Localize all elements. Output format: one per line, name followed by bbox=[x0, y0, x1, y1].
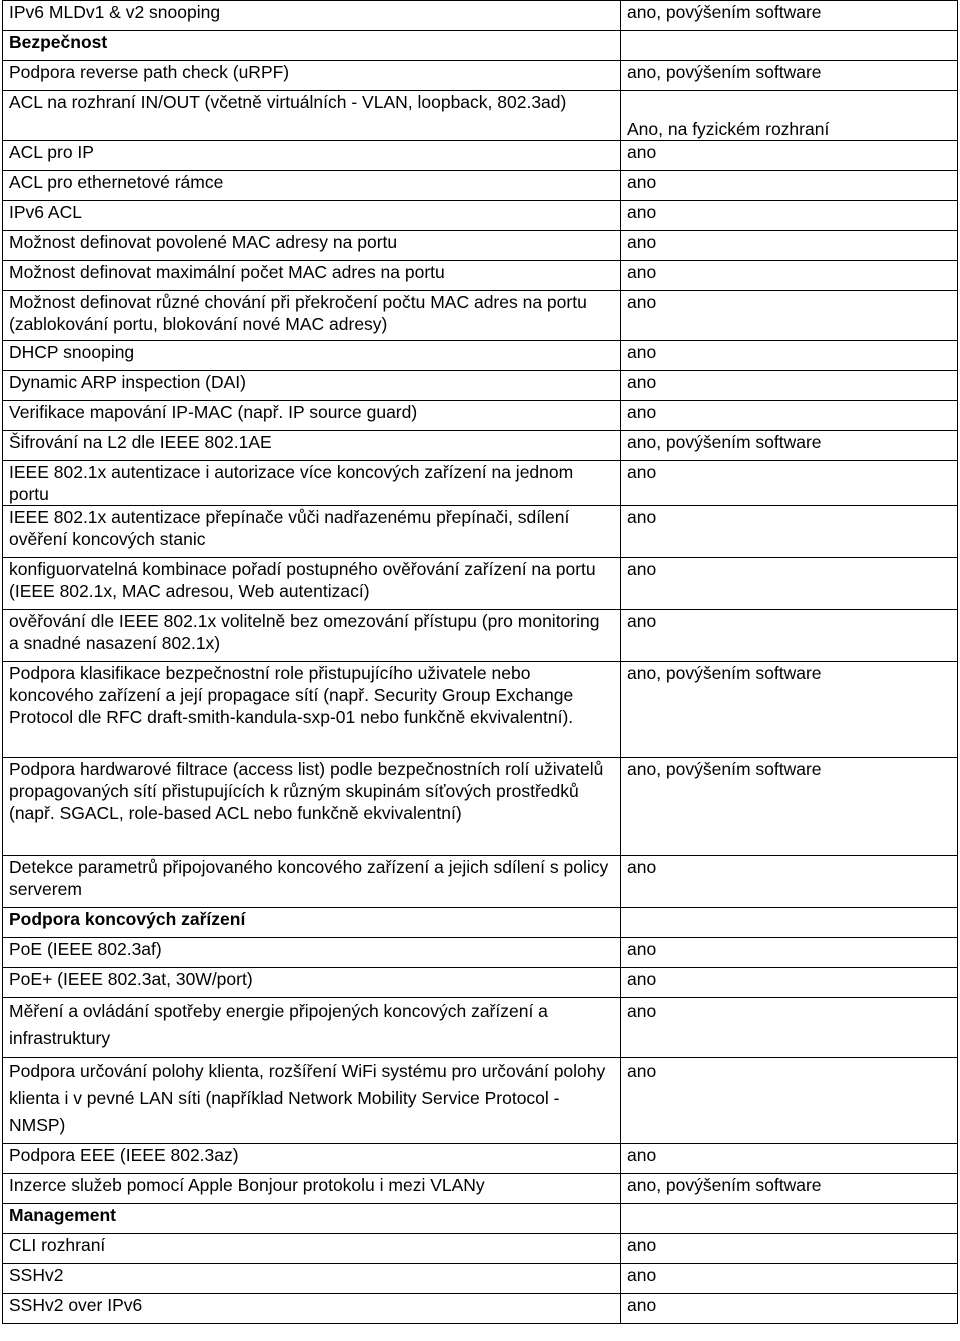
feature-label: ověřování dle IEEE 802.1x volitelně bez omezování přístupu (pro monitoring a snadné nasazení 802.1x) bbox=[3, 610, 621, 662]
table-row bbox=[3, 1058, 958, 1144]
feature-label: Možnost definovat maximální počet MAC adres na portu bbox=[3, 261, 621, 291]
table-row bbox=[3, 1144, 958, 1174]
support-value: ano bbox=[621, 1058, 958, 1144]
table-row bbox=[3, 1, 958, 31]
support-value: ano bbox=[621, 998, 958, 1058]
table-row bbox=[3, 856, 958, 908]
support-value bbox=[621, 908, 958, 938]
support-value: ano bbox=[621, 461, 958, 506]
support-value: ano bbox=[621, 141, 958, 171]
support-value: ano bbox=[621, 1264, 958, 1294]
support-value: ano bbox=[621, 1294, 958, 1324]
table-row bbox=[3, 662, 958, 758]
feature-label: Dynamic ARP inspection (DAI) bbox=[3, 371, 621, 401]
table-row bbox=[3, 171, 958, 201]
feature-label: Podpora reverse path check (uRPF) bbox=[3, 61, 621, 91]
table-row bbox=[3, 558, 958, 610]
feature-label: Verifikace mapování IP-MAC (např. IP source guard) bbox=[3, 401, 621, 431]
support-value: ano bbox=[621, 401, 958, 431]
feature-label: SSHv2 bbox=[3, 1264, 621, 1294]
feature-label: DHCP snooping bbox=[3, 341, 621, 371]
support-value: ano bbox=[621, 1144, 958, 1174]
table-row bbox=[3, 610, 958, 662]
table-row bbox=[3, 341, 958, 371]
section-header-row bbox=[3, 908, 958, 938]
table-row bbox=[3, 461, 958, 506]
table-row bbox=[3, 401, 958, 431]
support-value: ano bbox=[621, 558, 958, 610]
feature-label: Podpora určování polohy klienta, rozšíření WiFi systému pro určování polohy klienta i v pevné LAN síti (například Network Mobility Service Protocol - NMSP) bbox=[3, 1058, 621, 1144]
feature-label: PoE+ (IEEE 802.3at, 30W/port) bbox=[3, 968, 621, 998]
feature-label: ACL na rozhraní IN/OUT (včetně virtuálních - VLAN, loopback, 802.3ad) bbox=[3, 91, 621, 141]
support-value: ano bbox=[621, 968, 958, 998]
feature-label: Podpora klasifikace bezpečnostní role přistupujícího uživatele nebo koncového zařízení a její propagace sítí (např. Security Group Exchange Protocol dle RFC draft-smith-kandula-sxp-01 nebo funkčně ekvivalentní). bbox=[3, 662, 621, 758]
table-row bbox=[3, 141, 958, 171]
table-row bbox=[3, 1234, 958, 1264]
feature-label: konfiguorvatelná kombinace pořadí postupného ověřování zařízení na portu (IEEE 802.1x, MAC adresou, Web autentizací) bbox=[3, 558, 621, 610]
feature-label: IEEE 802.1x autentizace přepínače vůči nadřazenému přepínači, sdílení ověření koncových stanic bbox=[3, 506, 621, 558]
table-row bbox=[3, 231, 958, 261]
table-row bbox=[3, 431, 958, 461]
feature-label: Podpora EEE (IEEE 802.3az) bbox=[3, 1144, 621, 1174]
table-row bbox=[3, 758, 958, 856]
support-value: ano bbox=[621, 341, 958, 371]
table-row bbox=[3, 261, 958, 291]
section-header-row bbox=[3, 1204, 958, 1234]
support-value: ano bbox=[621, 506, 958, 558]
support-value: ano bbox=[621, 291, 958, 341]
support-value: ano, povýšením software bbox=[621, 758, 958, 856]
feature-label: IPv6 MLDv1 & v2 snooping bbox=[3, 1, 621, 31]
support-value: ano bbox=[621, 938, 958, 968]
table-row bbox=[3, 506, 958, 558]
feature-label: Detekce parametrů připojovaného koncového zařízení a jejich sdílení s policy serverem bbox=[3, 856, 621, 908]
support-value: ano, povýšením software bbox=[621, 1174, 958, 1204]
section-title: Podpora koncových zařízení bbox=[3, 908, 621, 938]
feature-label: ACL pro ethernetové rámce bbox=[3, 171, 621, 201]
support-value: ano bbox=[621, 371, 958, 401]
support-value: ano bbox=[621, 201, 958, 231]
feature-label: Měření a ovládání spotřeby energie připojených koncových zařízení a infrastruktury bbox=[3, 998, 621, 1058]
table-row bbox=[3, 1294, 958, 1324]
support-value: ano bbox=[621, 261, 958, 291]
table-row bbox=[3, 968, 958, 998]
support-value: ano, povýšením software bbox=[621, 662, 958, 758]
support-value bbox=[621, 1204, 958, 1234]
feature-label: IPv6 ACL bbox=[3, 201, 621, 231]
feature-label: Možnost definovat povolené MAC adresy na portu bbox=[3, 231, 621, 261]
support-value: ano, povýšením software bbox=[621, 1, 958, 31]
support-value: ano bbox=[621, 171, 958, 201]
feature-label: SSHv2 over IPv6 bbox=[3, 1294, 621, 1324]
feature-label: Šifrování na L2 dle IEEE 802.1AE bbox=[3, 431, 621, 461]
table-row bbox=[3, 938, 958, 968]
specification-table bbox=[2, 0, 958, 1324]
feature-label: ACL pro IP bbox=[3, 141, 621, 171]
table-row bbox=[3, 1264, 958, 1294]
support-value bbox=[621, 31, 958, 61]
feature-label: Možnost definovat různé chování při překročení počtu MAC adres na portu (zablokování portu, blokování nové MAC adresy) bbox=[3, 291, 621, 341]
table-row bbox=[3, 371, 958, 401]
feature-label: IEEE 802.1x autentizace i autorizace více koncových zařízení na jednom portu bbox=[3, 461, 621, 506]
table-row bbox=[3, 291, 958, 341]
feature-label: PoE (IEEE 802.3af) bbox=[3, 938, 621, 968]
feature-label: Podpora hardwarové filtrace (access list) podle bezpečnostních rolí uživatelů propagovaných sítí přistupujících k různým skupinám síťových prostředků (např. SGACL, role-based ACL nebo funkčně ekvivalentní) bbox=[3, 758, 621, 856]
table-row bbox=[3, 998, 958, 1058]
table-row bbox=[3, 1174, 958, 1204]
feature-label: CLI rozhraní bbox=[3, 1234, 621, 1264]
support-value: ano bbox=[621, 856, 958, 908]
table-row bbox=[3, 201, 958, 231]
section-title: Management bbox=[3, 1204, 621, 1234]
support-value: Ano, na fyzickém rozhraní bbox=[621, 91, 958, 141]
support-value: ano, povýšením software bbox=[621, 431, 958, 461]
specification-table-body bbox=[3, 1, 958, 1324]
support-value: ano bbox=[621, 231, 958, 261]
section-header-row bbox=[3, 31, 958, 61]
section-title: Bezpečnost bbox=[3, 31, 621, 61]
table-row bbox=[3, 61, 958, 91]
table-row bbox=[3, 91, 958, 141]
support-value: ano, povýšením software bbox=[621, 61, 958, 91]
support-value: ano bbox=[621, 1234, 958, 1264]
feature-label: Inzerce služeb pomocí Apple Bonjour protokolu i mezi VLANy bbox=[3, 1174, 621, 1204]
support-value: ano bbox=[621, 610, 958, 662]
